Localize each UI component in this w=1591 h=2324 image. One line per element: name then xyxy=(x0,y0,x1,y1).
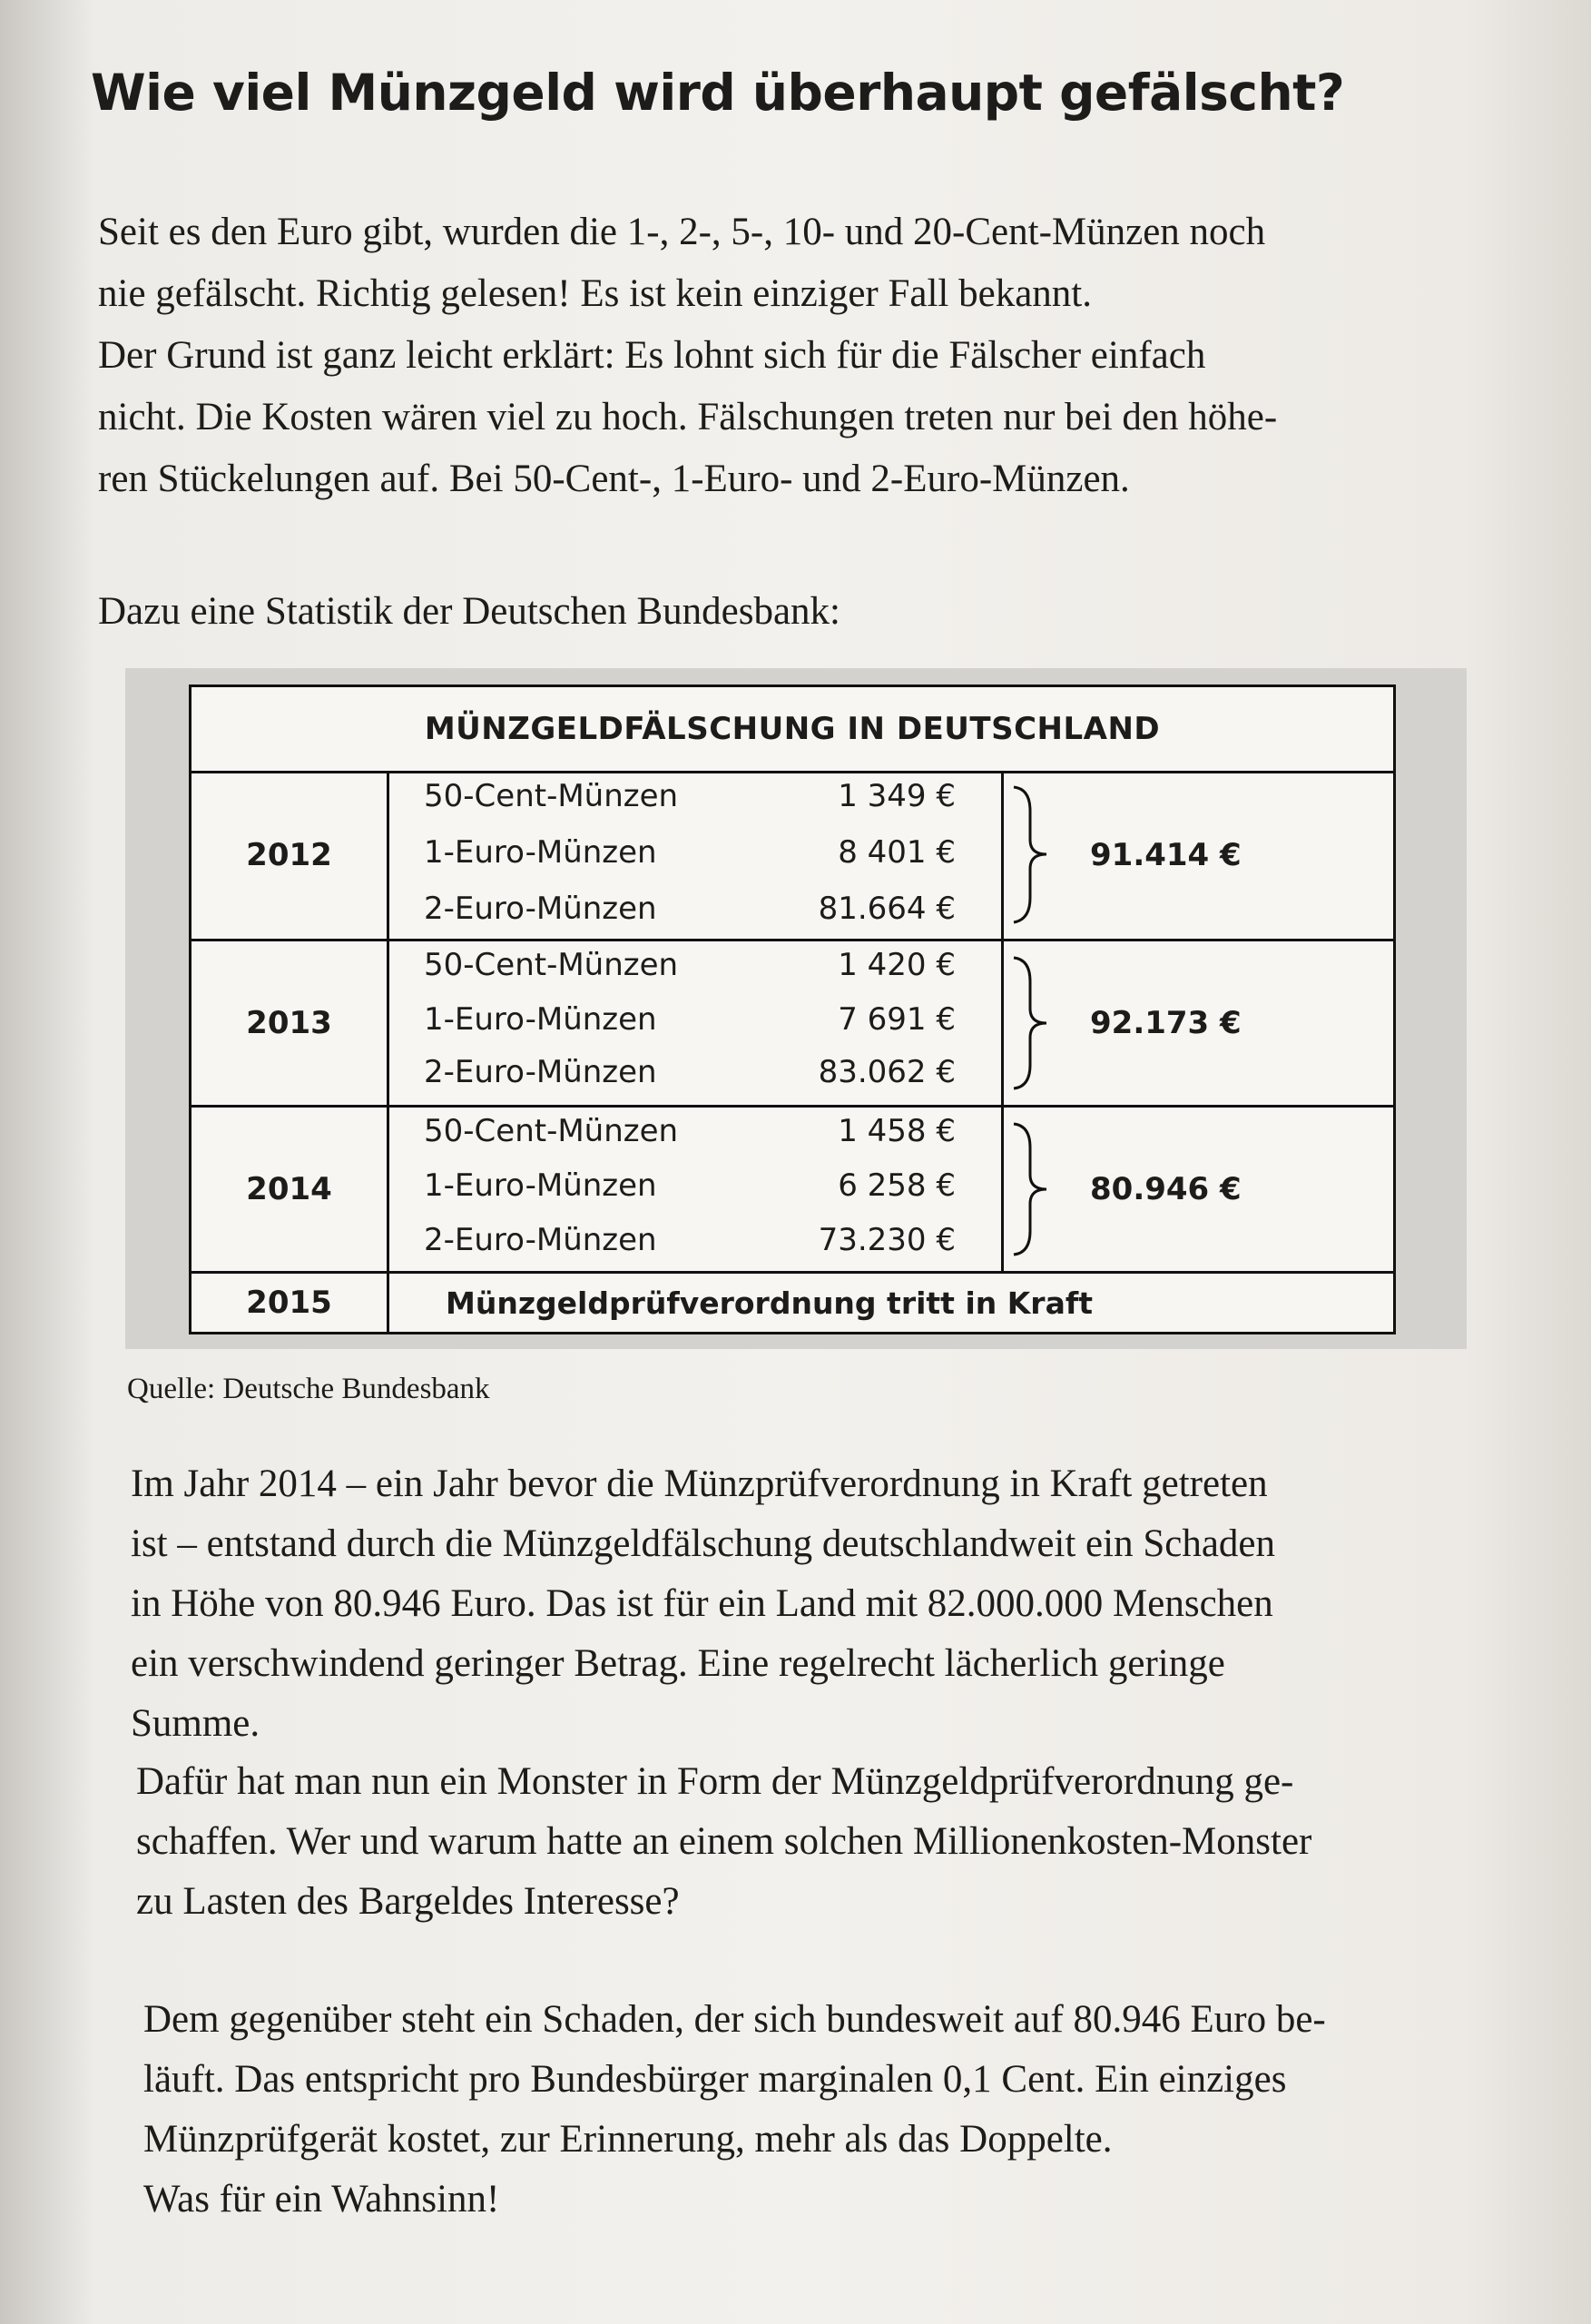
year-total: 92.173 € xyxy=(1090,1005,1242,1041)
table-intro: Dazu eine Statistik der Deutschen Bundesbank: xyxy=(98,590,840,633)
year-cell: 2014 xyxy=(192,1108,389,1271)
text-line: in Höhe von 80.946 Euro. Das ist für ein Land mit 82.000.000 Menschen xyxy=(131,1582,1273,1625)
year-total: 80.946 € xyxy=(1090,1171,1242,1207)
brace-icon xyxy=(1008,954,1054,1092)
year-cell: 2015 xyxy=(192,1274,389,1332)
coin-value: 7 691 € xyxy=(838,1001,956,1038)
text-line: ist – entstand durch die Münzgeldfälschung deutschlandweit ein Schaden xyxy=(131,1522,1276,1565)
counterfeit-table xyxy=(189,684,1396,1334)
note-text: Münzgeldprüfverordnung tritt in Kraft xyxy=(446,1285,1093,1321)
coin-label: 50-Cent-Münzen xyxy=(424,1113,679,1149)
coin-label: 2-Euro-Münzen xyxy=(424,1222,657,1258)
coin-label: 1-Euro-Münzen xyxy=(424,1167,657,1204)
source-caption: Quelle: Deutsche Bundesbank xyxy=(127,1373,490,1405)
table-row-2013 xyxy=(192,941,1393,1108)
coin-value: 83.062 € xyxy=(818,1054,956,1090)
year-cell: 2013 xyxy=(192,941,389,1105)
brace-icon xyxy=(1008,783,1054,926)
year-cell: 2012 xyxy=(192,771,389,939)
body-paragraph-3 xyxy=(143,1990,1485,2230)
coin-label: 50-Cent-Münzen xyxy=(424,947,679,983)
coin-value: 8 401 € xyxy=(838,834,956,871)
text-line: nie gefälscht. Richtig gelesen! Es ist kein einziger Fall bekannt. xyxy=(98,272,1092,315)
table-row-2014 xyxy=(192,1108,1393,1274)
table-title: MÜNZGELDFÄLSCHUNG IN DEUTSCHLAND xyxy=(192,687,1393,773)
table-row-2012 xyxy=(192,771,1393,941)
coin-value: 1 458 € xyxy=(838,1113,956,1149)
coin-label: 1-Euro-Münzen xyxy=(424,834,657,871)
page-heading: Wie viel Münzgeld wird überhaupt gefälscht? xyxy=(91,64,1345,122)
text-line: nicht. Die Kosten wären viel zu hoch. Fälschungen treten nur bei den höhe- xyxy=(98,396,1278,438)
text-line: ren Stückelungen auf. Bei 50-Cent-, 1-Euro- und 2-Euro-Münzen. xyxy=(98,458,1130,500)
text-line: schaffen. Wer und warum hatte an einem solchen Millionenkosten-Monster xyxy=(136,1820,1312,1863)
intro-paragraph-2 xyxy=(98,325,1478,510)
text-line: Dem gegenüber steht ein Schaden, der sich bundesweit auf 80.946 Euro be- xyxy=(143,1998,1326,2041)
brace-icon xyxy=(1008,1120,1054,1258)
coin-label: 50-Cent-Münzen xyxy=(424,778,679,814)
text-line: Im Jahr 2014 – ein Jahr bevor die Münzprüfverordnung in Kraft getreten xyxy=(131,1462,1268,1505)
body-paragraph-1 xyxy=(131,1454,1474,1754)
coin-value: 6 258 € xyxy=(838,1167,956,1204)
coin-value: 1 420 € xyxy=(838,947,956,983)
coin-label: 1-Euro-Münzen xyxy=(424,1001,657,1038)
text-line: zu Lasten des Bargeldes Interesse? xyxy=(136,1880,680,1923)
intro-paragraph xyxy=(98,202,1478,325)
text-line: ein verschwindend geringer Betrag. Eine regelrecht lächerlich geringe xyxy=(131,1642,1225,1685)
coin-value: 1 349 € xyxy=(838,778,956,814)
coin-value: 81.664 € xyxy=(818,891,956,927)
column-divider xyxy=(1001,771,1004,939)
year-total: 91.414 € xyxy=(1090,836,1242,873)
text-line: Der Grund ist ganz leicht erklärt: Es lohnt sich für die Fälscher einfach xyxy=(98,334,1206,377)
column-divider xyxy=(1001,941,1004,1105)
table-row-2015 xyxy=(192,1274,1393,1332)
text-line: läuft. Das entspricht pro Bundesbürger marginalen 0,1 Cent. Ein einziges xyxy=(143,2058,1287,2101)
text-line: Seit es den Euro gibt, wurden die 1-, 2-, 5-, 10- und 20-Cent-Münzen noch xyxy=(98,211,1266,253)
coin-label: 2-Euro-Münzen xyxy=(424,891,657,927)
column-divider xyxy=(1001,1108,1004,1271)
text-line: Dafür hat man nun ein Monster in Form der Münzgeldprüfverordnung ge- xyxy=(136,1760,1294,1803)
coin-label: 2-Euro-Münzen xyxy=(424,1054,657,1090)
text-line: Münzprüfgerät kostet, zur Erinnerung, mehr als das Doppelte. xyxy=(143,2118,1113,2161)
coin-value: 73.230 € xyxy=(818,1222,956,1258)
text-line: Summe. xyxy=(131,1702,260,1745)
body-paragraph-2 xyxy=(136,1752,1479,1932)
text-line: Was für ein Wahnsinn! xyxy=(143,2178,500,2221)
